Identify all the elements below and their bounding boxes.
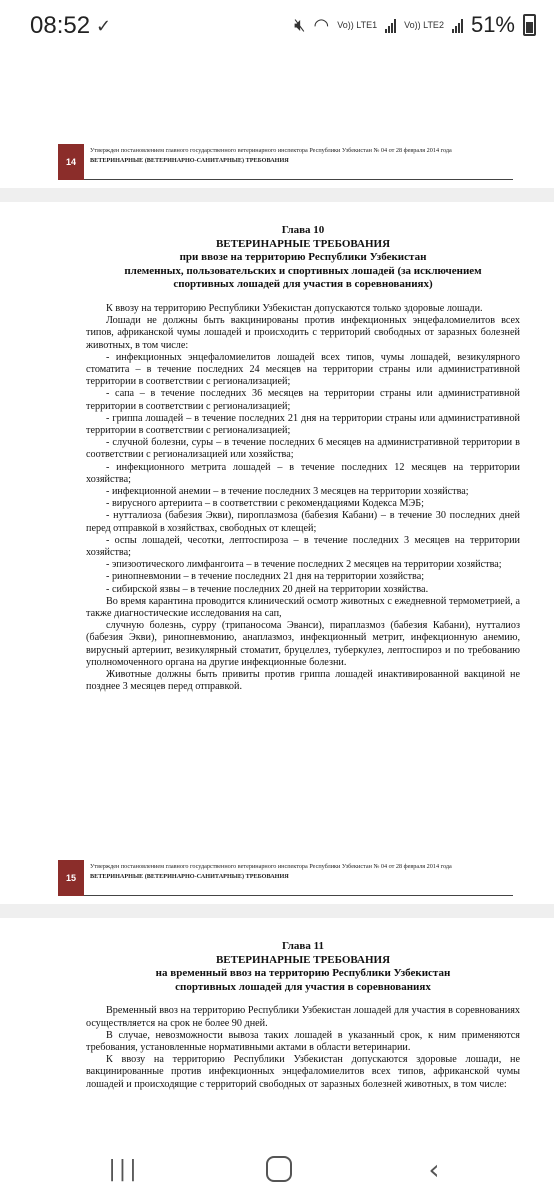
page-separator <box>0 904 554 918</box>
paragraph: В случае, невозможности вывоза таких лошадей в указанный срок, к ним применяются требования, установленные нормативными актами в области ветеринарии. <box>86 1029 520 1053</box>
chapter-10 <box>86 224 520 693</box>
chapter-title <box>86 940 520 994</box>
approval-text: Утвержден постановлением главного государственного ветеринарного инспектора Республики Узбекистан № 04 от 28 февраля 2014 года <box>90 147 452 154</box>
page-header-15 <box>58 860 513 896</box>
header-rule <box>84 895 513 896</box>
list-item: - инфекционных энцефаломиелитов лошадей всех типов, чумы лошадей, везикулярного стоматита – в течение последних 24 месяцев на территории страны или административной территории в соответствии с регионализацией; <box>86 351 520 388</box>
status-bar <box>0 0 554 56</box>
mute-icon: 🔇︎ <box>294 14 306 36</box>
chapter-number: Глава 10 <box>281 224 325 236</box>
page-header-14 <box>58 144 513 180</box>
battery-percent: 51% <box>470 12 515 37</box>
paragraph: случную болезнь, сурру (трипаносома Эванси), пираплазмоз (бабезия Кабани), нутталиоз (бабезия Экви), ринопневмонию, анаплазмоз, инфекционный метрит, инфекционную анемию, вирусный артериит, везикулярный стоматит, бруцеллез, туберкулез, лептоспироз и по требованию уполномоченного органа на другие инфекционные болезни. <box>86 620 520 668</box>
list-item: - ринопневмонии – в течение последних 21 дня на территории хозяйства; <box>106 571 425 583</box>
header-rule <box>84 179 513 180</box>
page-number: 15 <box>58 860 84 896</box>
list-item: - случной болезни, суры – в течение последних 6 месяцев на административной территории в соответствии с регионализацией или хозяйства; <box>86 437 520 461</box>
chapter-heading: ВЕТЕРИНАРНЫЕ ТРЕБОВАНИЯ <box>215 953 391 966</box>
list-item: - сапа – в течение последних 36 месяцев на территории страны или административной территории в соответствии с регионализацией; <box>86 388 520 412</box>
paragraph: Временный ввоз на территорию Республики Узбекистан лошадей для участия в соревнованиях осуществляется на срок не более 90 дней. <box>86 1005 520 1029</box>
chapter-title <box>86 224 520 292</box>
list-item: - инфекционной анемии – в течение последних 3 месяцев на территории хозяйства; <box>106 486 469 498</box>
paragraph: Животные должны быть привиты против гриппа лошадей инактивированной вакциной не позднее 3 месяцев перед отправкой. <box>86 669 520 693</box>
checkmark-notification-icon: ✓ <box>96 16 112 37</box>
page-number: 14 <box>58 144 84 180</box>
paragraph: К ввозу на территорию Республики Узбекистан допускаются здоровые лошади, не вакцинированные против инфекционных энцефаломиелитов всех типов, африканской чумы лошадей и происходящие с территорий свободных от заразных болезней животных, в том числе: <box>86 1054 520 1090</box>
section-title: ВЕТЕРИНАРНЫЕ (ВЕТЕРИНАРНО-САНИТАРНЫЕ) ТРЕБОВАНИЯ <box>90 873 289 880</box>
paragraph: Лошади не должны быть вакцинированы против инфекционных энцефаломиелитов всех типов, африканской чумы лошадей и происходить с территорий свободных от заразных болезней животных, в том числе: <box>86 315 520 351</box>
status-time: 08:52 <box>30 12 91 39</box>
signal-1-icon <box>385 17 396 33</box>
back-button[interactable] <box>414 1154 454 1184</box>
chapter-subtitle: на временный ввоз на территорию Республики Узбекистан <box>155 967 451 980</box>
home-icon <box>266 1156 292 1182</box>
sim1-label: Vo)) LTE1 <box>337 19 378 30</box>
chapter-subtitle: спортивных лошадей для участия в соревнованиях <box>175 980 431 993</box>
back-icon: ‹ <box>428 1152 440 1186</box>
navigation-bar <box>0 1140 554 1200</box>
list-item: - оспы лошадей, чесотки, лептоспироза – в течение последних 3 месяцев на территории хозяйства; <box>86 534 520 559</box>
signal-2-icon <box>452 17 463 33</box>
chapter-subtitle: при ввозе на территорию Республики Узбекистан <box>179 251 427 264</box>
wifi-icon: ◠ <box>313 14 330 36</box>
home-button[interactable] <box>259 1154 299 1184</box>
paragraph: К ввозу на территорию Республики Узбекистан допускаются только здоровые лошади. <box>106 302 483 314</box>
chapter-heading: ВЕТЕРИНАРНЫЕ ТРЕБОВАНИЯ <box>215 237 391 250</box>
status-icons <box>294 12 536 38</box>
sim2-label: Vo)) LTE2 <box>404 19 444 30</box>
recents-icon: ||| <box>108 1156 140 1182</box>
battery-icon <box>523 14 536 36</box>
chapter-number: Глава 11 <box>281 940 324 952</box>
paragraph: Во время карантина проводится клинический осмотр животных с ежедневной термометрией, а также диагностические исследования на сап, <box>86 595 520 620</box>
chapter-subtitle: племенных, пользовательских и спортивных лошадей (за исключением <box>124 264 482 277</box>
list-item: - эпизоотического лимфангоита – в течение последних 2 месяцев на территории хозяйства; <box>106 559 502 571</box>
list-item: - гриппа лошадей – в течение последних 21 дня на территории страны или административной территории в соответствии с регионализацией; <box>86 412 520 436</box>
list-item: - нутталиоза (бабезия Экви), пироплазмоза (бабезия Кабани) – в течение 30 последних дней перед отправкой в хозяйствах, свободных от клещей; <box>86 510 520 534</box>
approval-text: Утвержден постановлением главного государственного ветеринарного инспектора Республики Узбекистан № 04 от 28 февраля 2014 года <box>90 863 452 870</box>
list-item: - вирусного артериита – в соответствии с рекомендациями Кодекса МЭБ; <box>106 498 424 510</box>
recent-apps-button[interactable] <box>104 1154 144 1184</box>
list-item: - сибирской язвы – в течение последних 20 дней на территории хозяйства. <box>106 583 429 595</box>
chapter-11 <box>86 940 520 1091</box>
list-item: - инфекционного метрита лошадей – в течение последних 12 месяцев на территории хозяйства; <box>86 461 520 485</box>
chapter-subtitle: спортивных лошадей для участия в соревнованиях) <box>173 278 433 291</box>
page-separator <box>0 188 554 202</box>
section-title: ВЕТЕРИНАРНЫЕ (ВЕТЕРИНАРНО-САНИТАРНЫЕ) ТРЕБОВАНИЯ <box>90 157 289 164</box>
